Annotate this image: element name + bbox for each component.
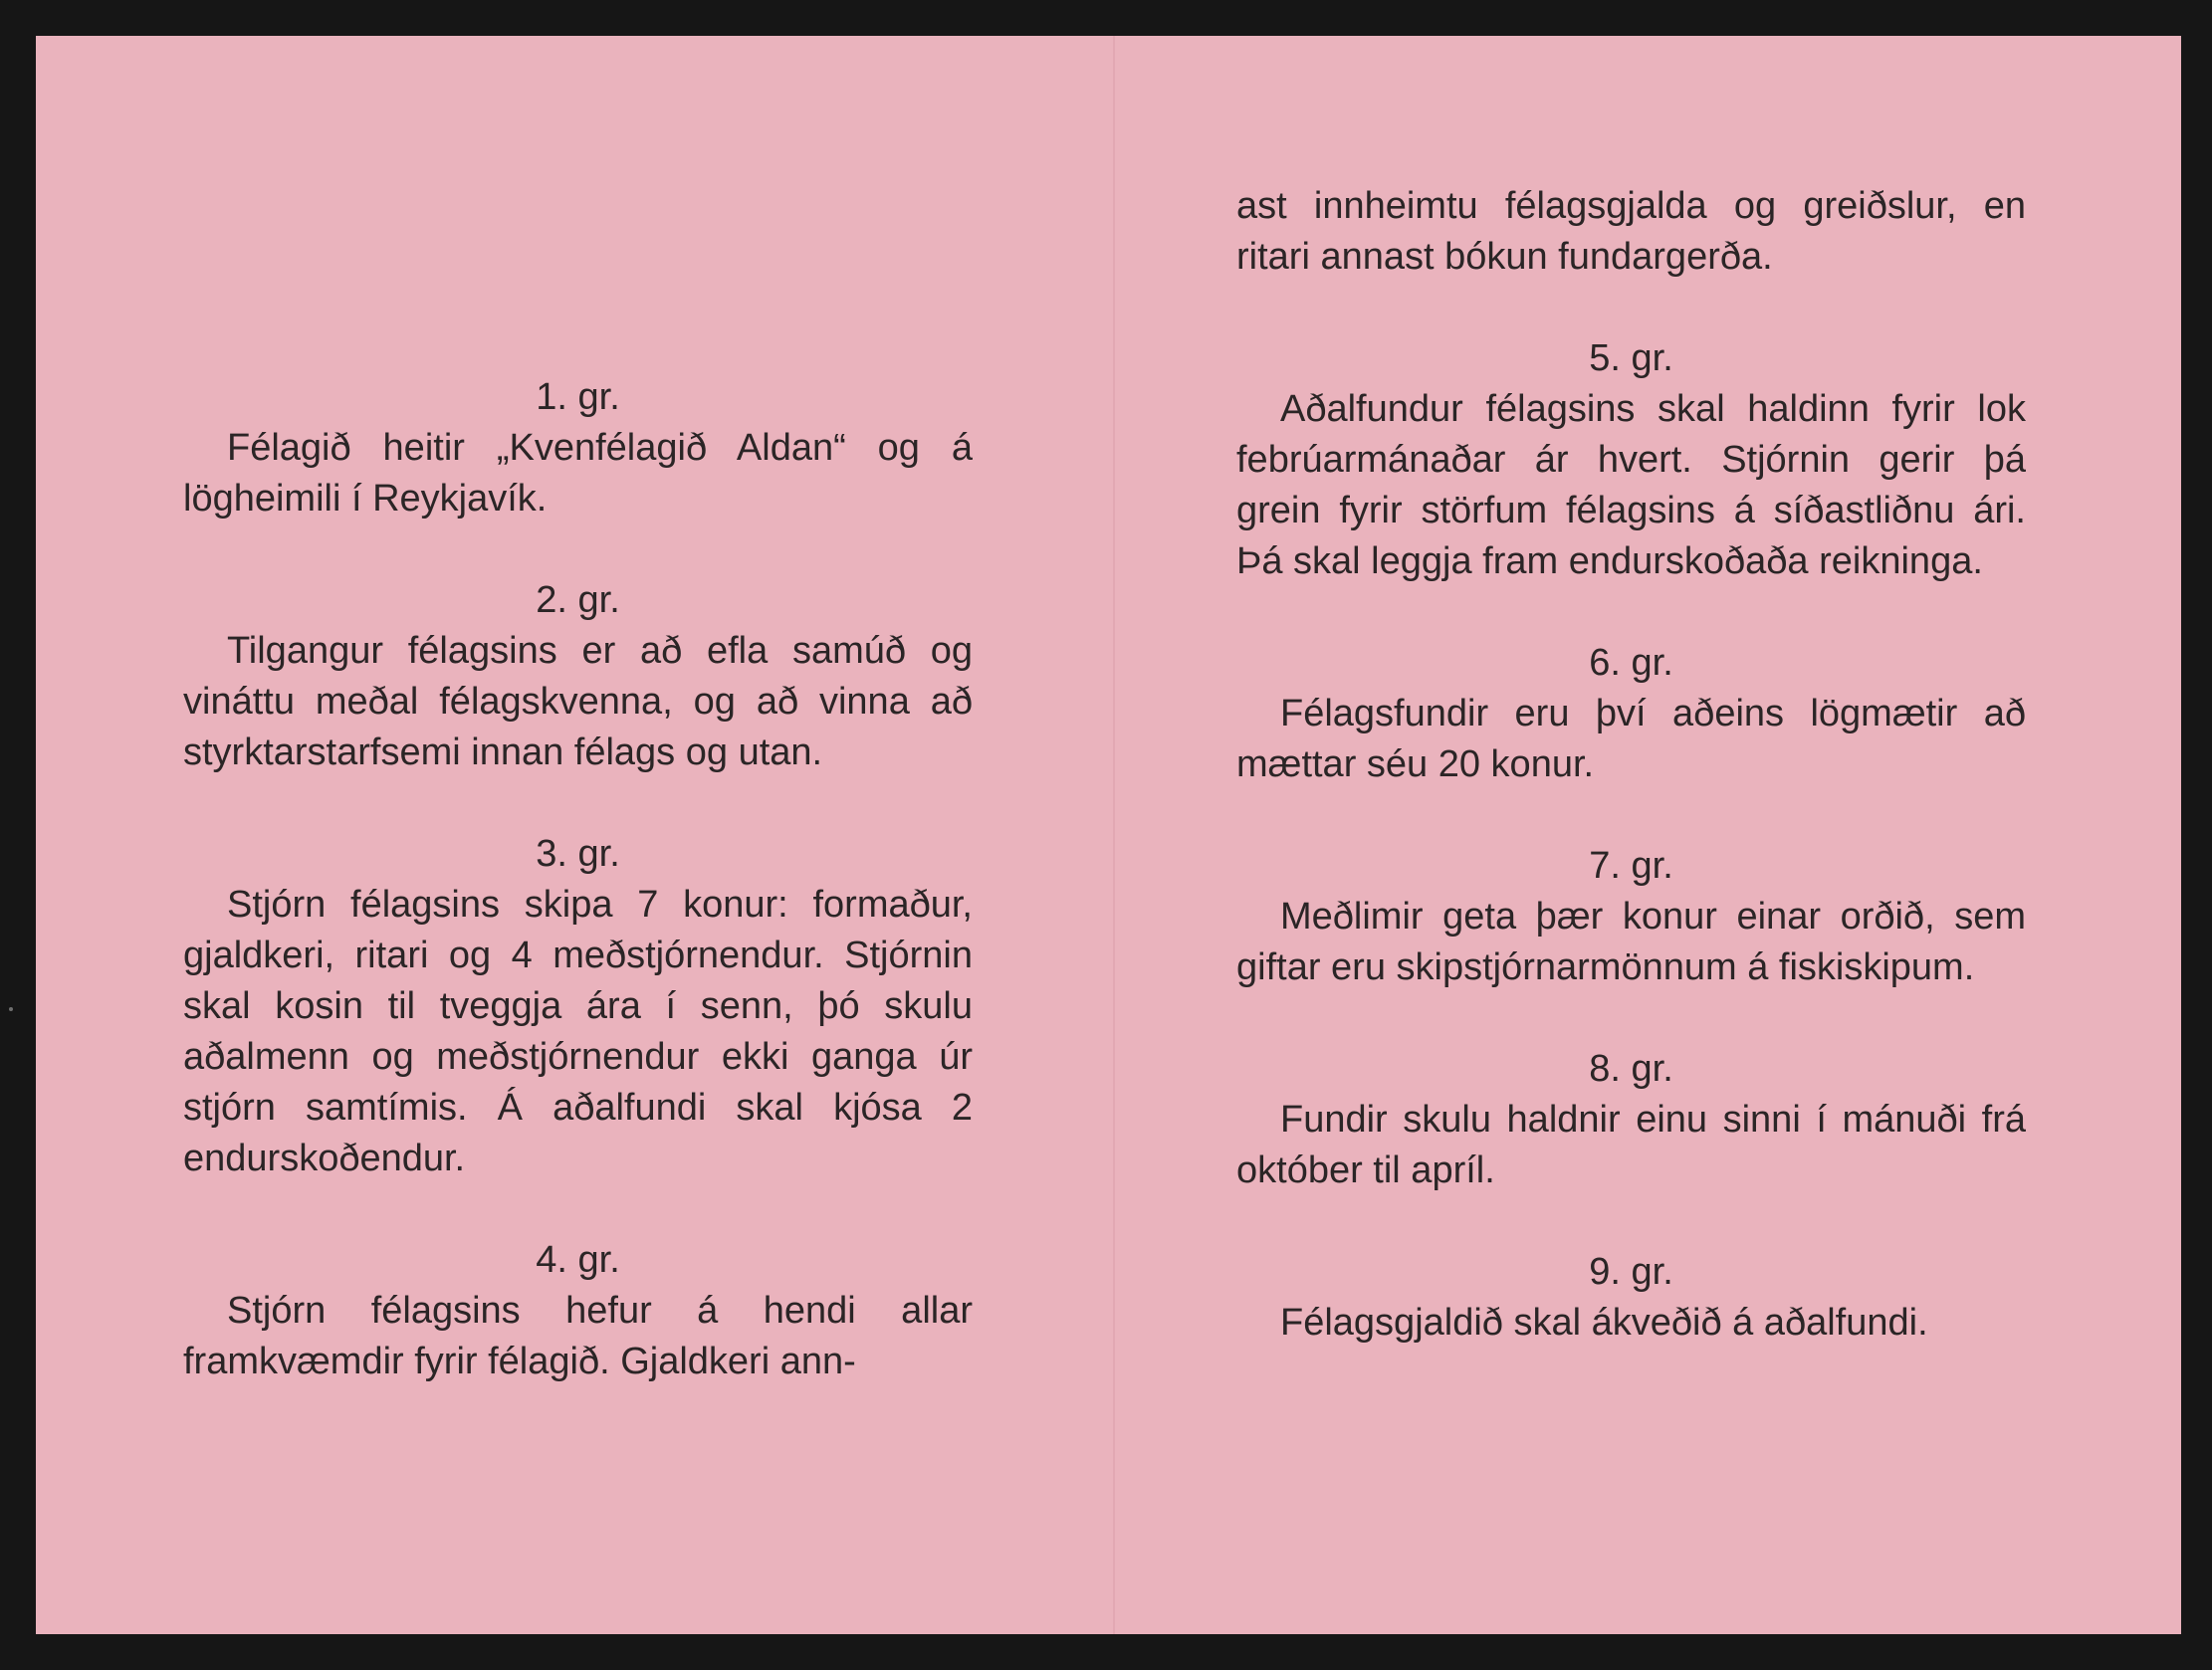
article-heading: 9. gr. — [1589, 1251, 1673, 1293]
article-4 — [183, 1235, 973, 1387]
article-4-continuation: ast innheimtu félagsgjalda og greiðslur, en ritari annast bókun fundargerða. — [1236, 185, 2026, 278]
document-sheet — [36, 36, 2181, 1634]
article-1 — [183, 372, 973, 524]
left-page — [183, 372, 973, 1438]
article-3 — [183, 829, 973, 1184]
article-text: Aðalfundur félagsins skal haldinn fyrir lok febrúarmánaðar ár hvert. Stjórnin gerir þá grein fyrir störfum félagsins á síðastliðnu ári. Þá skal leggja fram endurskoðaða reikninga. — [1236, 388, 2026, 582]
article-6 — [1236, 638, 2026, 790]
article-9 — [1236, 1247, 2026, 1349]
article-heading: 2. gr. — [536, 579, 620, 621]
article-heading: 4. gr. — [536, 1239, 620, 1281]
article-heading: 8. gr. — [1589, 1048, 1673, 1090]
scan-speck — [9, 1007, 13, 1011]
center-fold — [1113, 36, 1115, 1634]
article-text: Félagsgjaldið skal ákveðið á aðalfundi. — [1280, 1302, 1928, 1344]
article-heading: 5. gr. — [1589, 337, 1673, 379]
article-2 — [183, 575, 973, 778]
article-text: Félagsfundir eru því aðeins lögmætir að mættar séu 20 konur. — [1236, 693, 2026, 785]
article-text: Fundir skulu haldnir einu sinni í mánuði frá október til apríl. — [1236, 1099, 2026, 1191]
article-text: Stjórn félagsins hefur á hendi allar framkvæmdir fyrir félagið. Gjaldkeri ann- — [183, 1290, 973, 1382]
article-heading: 6. gr. — [1589, 642, 1673, 684]
right-page — [1236, 181, 2026, 1399]
article-5 — [1236, 333, 2026, 587]
article-text: Félagið heitir „Kvenfélagið Aldan“ og á lögheimili í Reykjavík. — [183, 427, 973, 520]
article-text: Tilgangur félagsins er að efla samúð og vináttu meðal félagskvenna, og að vinna að styrktarstarfsemi innan félags og utan. — [183, 630, 973, 773]
article-heading: 7. gr. — [1589, 845, 1673, 887]
article-heading: 3. gr. — [536, 833, 620, 875]
article-text: Stjórn félagsins skipa 7 konur: formaður, gjaldkeri, ritari og 4 meðstjórnendur. Stjórnin skal kosin til tveggja ára í senn, þó skulu aðalmenn og meðstjórnendur ekki ganga úr stjórn samtímis. Á aðalfundi skal kjósa 2 endurskoðendur. — [183, 884, 973, 1179]
article-text: Meðlimir geta þær konur einar orðið, sem giftar eru skipstjórnarmönnum á fiskiskipum. — [1236, 896, 2026, 988]
article-heading: 1. gr. — [536, 376, 620, 418]
article-7 — [1236, 841, 2026, 993]
article-8 — [1236, 1044, 2026, 1196]
